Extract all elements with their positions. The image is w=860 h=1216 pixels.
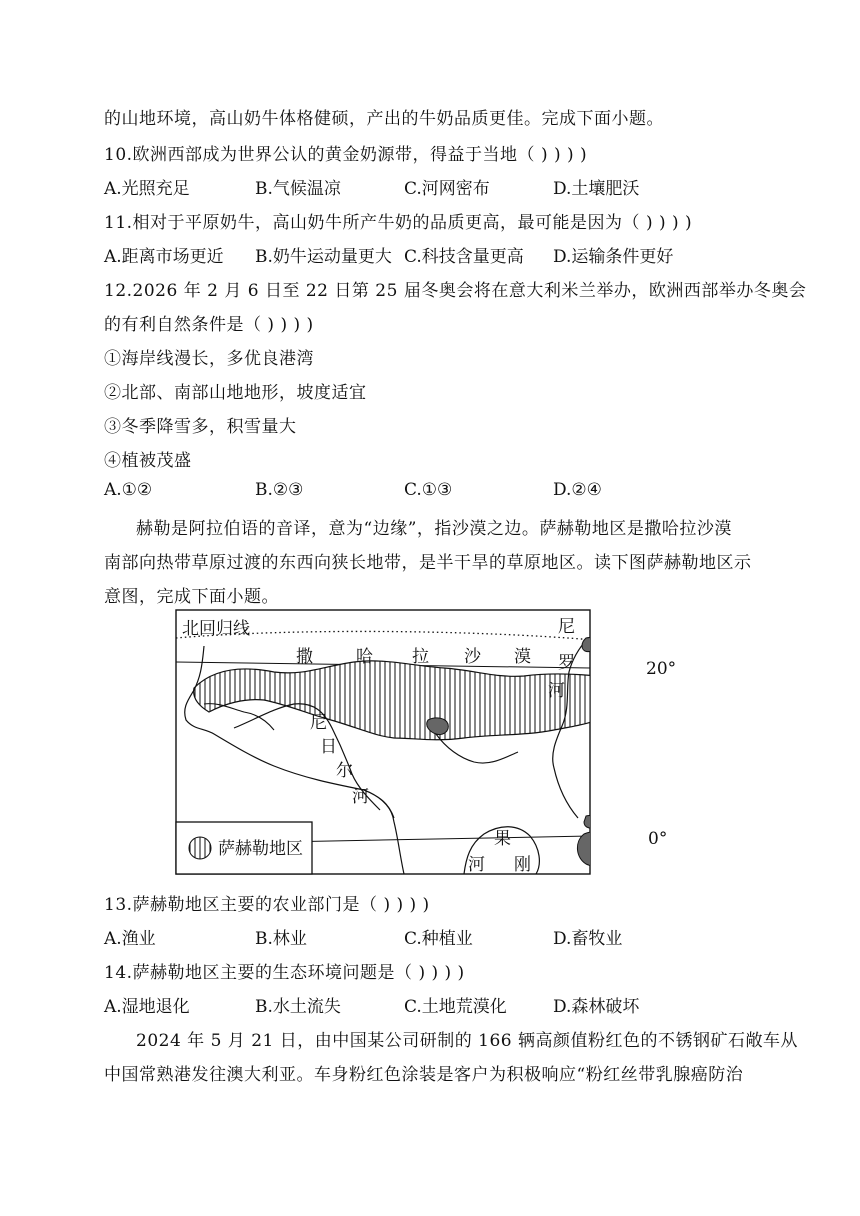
nile-char-1: 尼 <box>558 617 575 637</box>
passage-train-line1: 2024 年 5 月 21 日，由中国某公司研制的 166 辆高颜值粉红色的不锈钢矿石敞车从 <box>136 1031 798 1051</box>
desert-char-5: 漠 <box>514 647 531 667</box>
q14-option-c[interactable]: C.土地荒漠化 <box>404 997 507 1017</box>
q11-option-a[interactable]: A.距离市场更近 <box>104 247 224 267</box>
desert-char-4: 沙 <box>464 647 481 667</box>
coastline-east <box>590 666 600 834</box>
q13-option-d[interactable]: D.畜牧业 <box>553 929 623 949</box>
q10-option-c[interactable]: C.河网密布 <box>404 179 490 199</box>
q12-statement-1: ①海岸线漫长，多优良港湾 <box>104 349 314 369</box>
lake-turkana <box>626 734 634 746</box>
q11-option-d[interactable]: D.运输条件更好 <box>553 247 674 267</box>
niger-char-1: 尼 <box>310 713 327 733</box>
q14-option-d[interactable]: D.森林破坏 <box>553 997 640 1017</box>
q12-option-b[interactable]: B.②③ <box>255 480 304 500</box>
nile-char-2: 罗 <box>558 653 575 673</box>
question-12-line2: 的有利自然条件是（ ) ) ) ) <box>104 315 314 335</box>
line-intro: 的山地环境，高山奶牛体格健硕，产出的牛奶品质更佳。完成下面小题。 <box>104 109 664 129</box>
lake-tana <box>582 638 596 652</box>
congo-char-1: 果 <box>494 829 511 849</box>
passage-sahel-line2: 南部向热带草原过渡的东西向狭长地带，是半干旱的草原地区。读下图萨赫勒地区示 <box>104 553 752 573</box>
q12-statement-2: ②北部、南部山地地形，坡度适宜 <box>104 383 367 403</box>
q14-option-a[interactable]: A.湿地退化 <box>104 997 190 1017</box>
q10-option-a[interactable]: A.光照充足 <box>104 179 190 199</box>
niger-char-3: 尔 <box>336 761 353 781</box>
passage-train-line2: 中国常熟港发往澳大利亚。车身粉红色涂装是客户为积极响应“粉红丝带乳腺癌防治 <box>104 1065 744 1085</box>
desert-char-1: 撒 <box>296 647 313 667</box>
passage-sahel-line1: 赫勒是阿拉伯语的音译，意为“边缘”，指沙漠之边。萨赫勒地区是撒哈拉沙漠 <box>136 519 732 539</box>
legend-label: 萨赫勒地区 <box>218 839 303 859</box>
question-12-line1: 12.2026 年 2 月 6 日至 22 日第 25 届冬奥会将在意大利米兰举办，欧洲西部举办冬奥会 <box>104 281 807 301</box>
passage-sahel-line3: 意图，完成下面小题。 <box>104 587 279 607</box>
q12-option-c[interactable]: C.①③ <box>404 480 453 500</box>
q10-option-b[interactable]: B.气候温凉 <box>255 179 341 199</box>
q12-option-d[interactable]: D.②④ <box>553 480 602 500</box>
q13-option-b[interactable]: B.林业 <box>255 929 307 949</box>
niger-char-2: 日 <box>320 737 337 757</box>
legend-swatch <box>189 837 211 859</box>
lake-victoria <box>577 832 614 866</box>
tropic-label: 北回归线 <box>182 619 250 639</box>
congo-char-3: 刚 <box>514 855 531 875</box>
q14-option-b[interactable]: B.水土流失 <box>255 997 341 1017</box>
desert-char-2: 哈 <box>356 647 373 667</box>
q12-statement-3: ③冬季降雪多，积雪量大 <box>104 417 297 437</box>
q12-option-a[interactable]: A.①② <box>104 480 153 500</box>
desert-char-3: 拉 <box>412 647 429 667</box>
latitude-20-label: 20° <box>646 659 677 679</box>
niger-char-4: 河 <box>352 787 369 807</box>
question-13: 13.萨赫勒地区主要的农业部门是（ ) ) ) ) <box>104 895 430 915</box>
q11-option-c[interactable]: C.科技含量更高 <box>404 247 524 267</box>
sahel-map <box>174 608 677 876</box>
latitude-0-label: 0° <box>648 829 668 849</box>
question-10: 10.欧洲西部成为世界公认的黄金奶源带，得益于当地（ ) ) ) ) <box>104 145 588 165</box>
q13-option-a[interactable]: A.渔业 <box>104 929 156 949</box>
q13-option-c[interactable]: C.种植业 <box>404 929 473 949</box>
question-11: 11.相对于平原奶牛，高山奶牛所产牛奶的品质更高，最可能是因为（ ) ) ) ) <box>104 213 693 233</box>
question-14: 14.萨赫勒地区主要的生态环境问题是（ ) ) ) ) <box>104 963 465 983</box>
q10-option-d[interactable]: D.土壤肥沃 <box>553 179 640 199</box>
q11-option-b[interactable]: B.奶牛运动量更大 <box>255 247 392 267</box>
nile-char-3: 河 <box>548 681 565 701</box>
q12-statement-4: ④植被茂盛 <box>104 451 192 471</box>
congo-char-2: 河 <box>468 855 485 875</box>
